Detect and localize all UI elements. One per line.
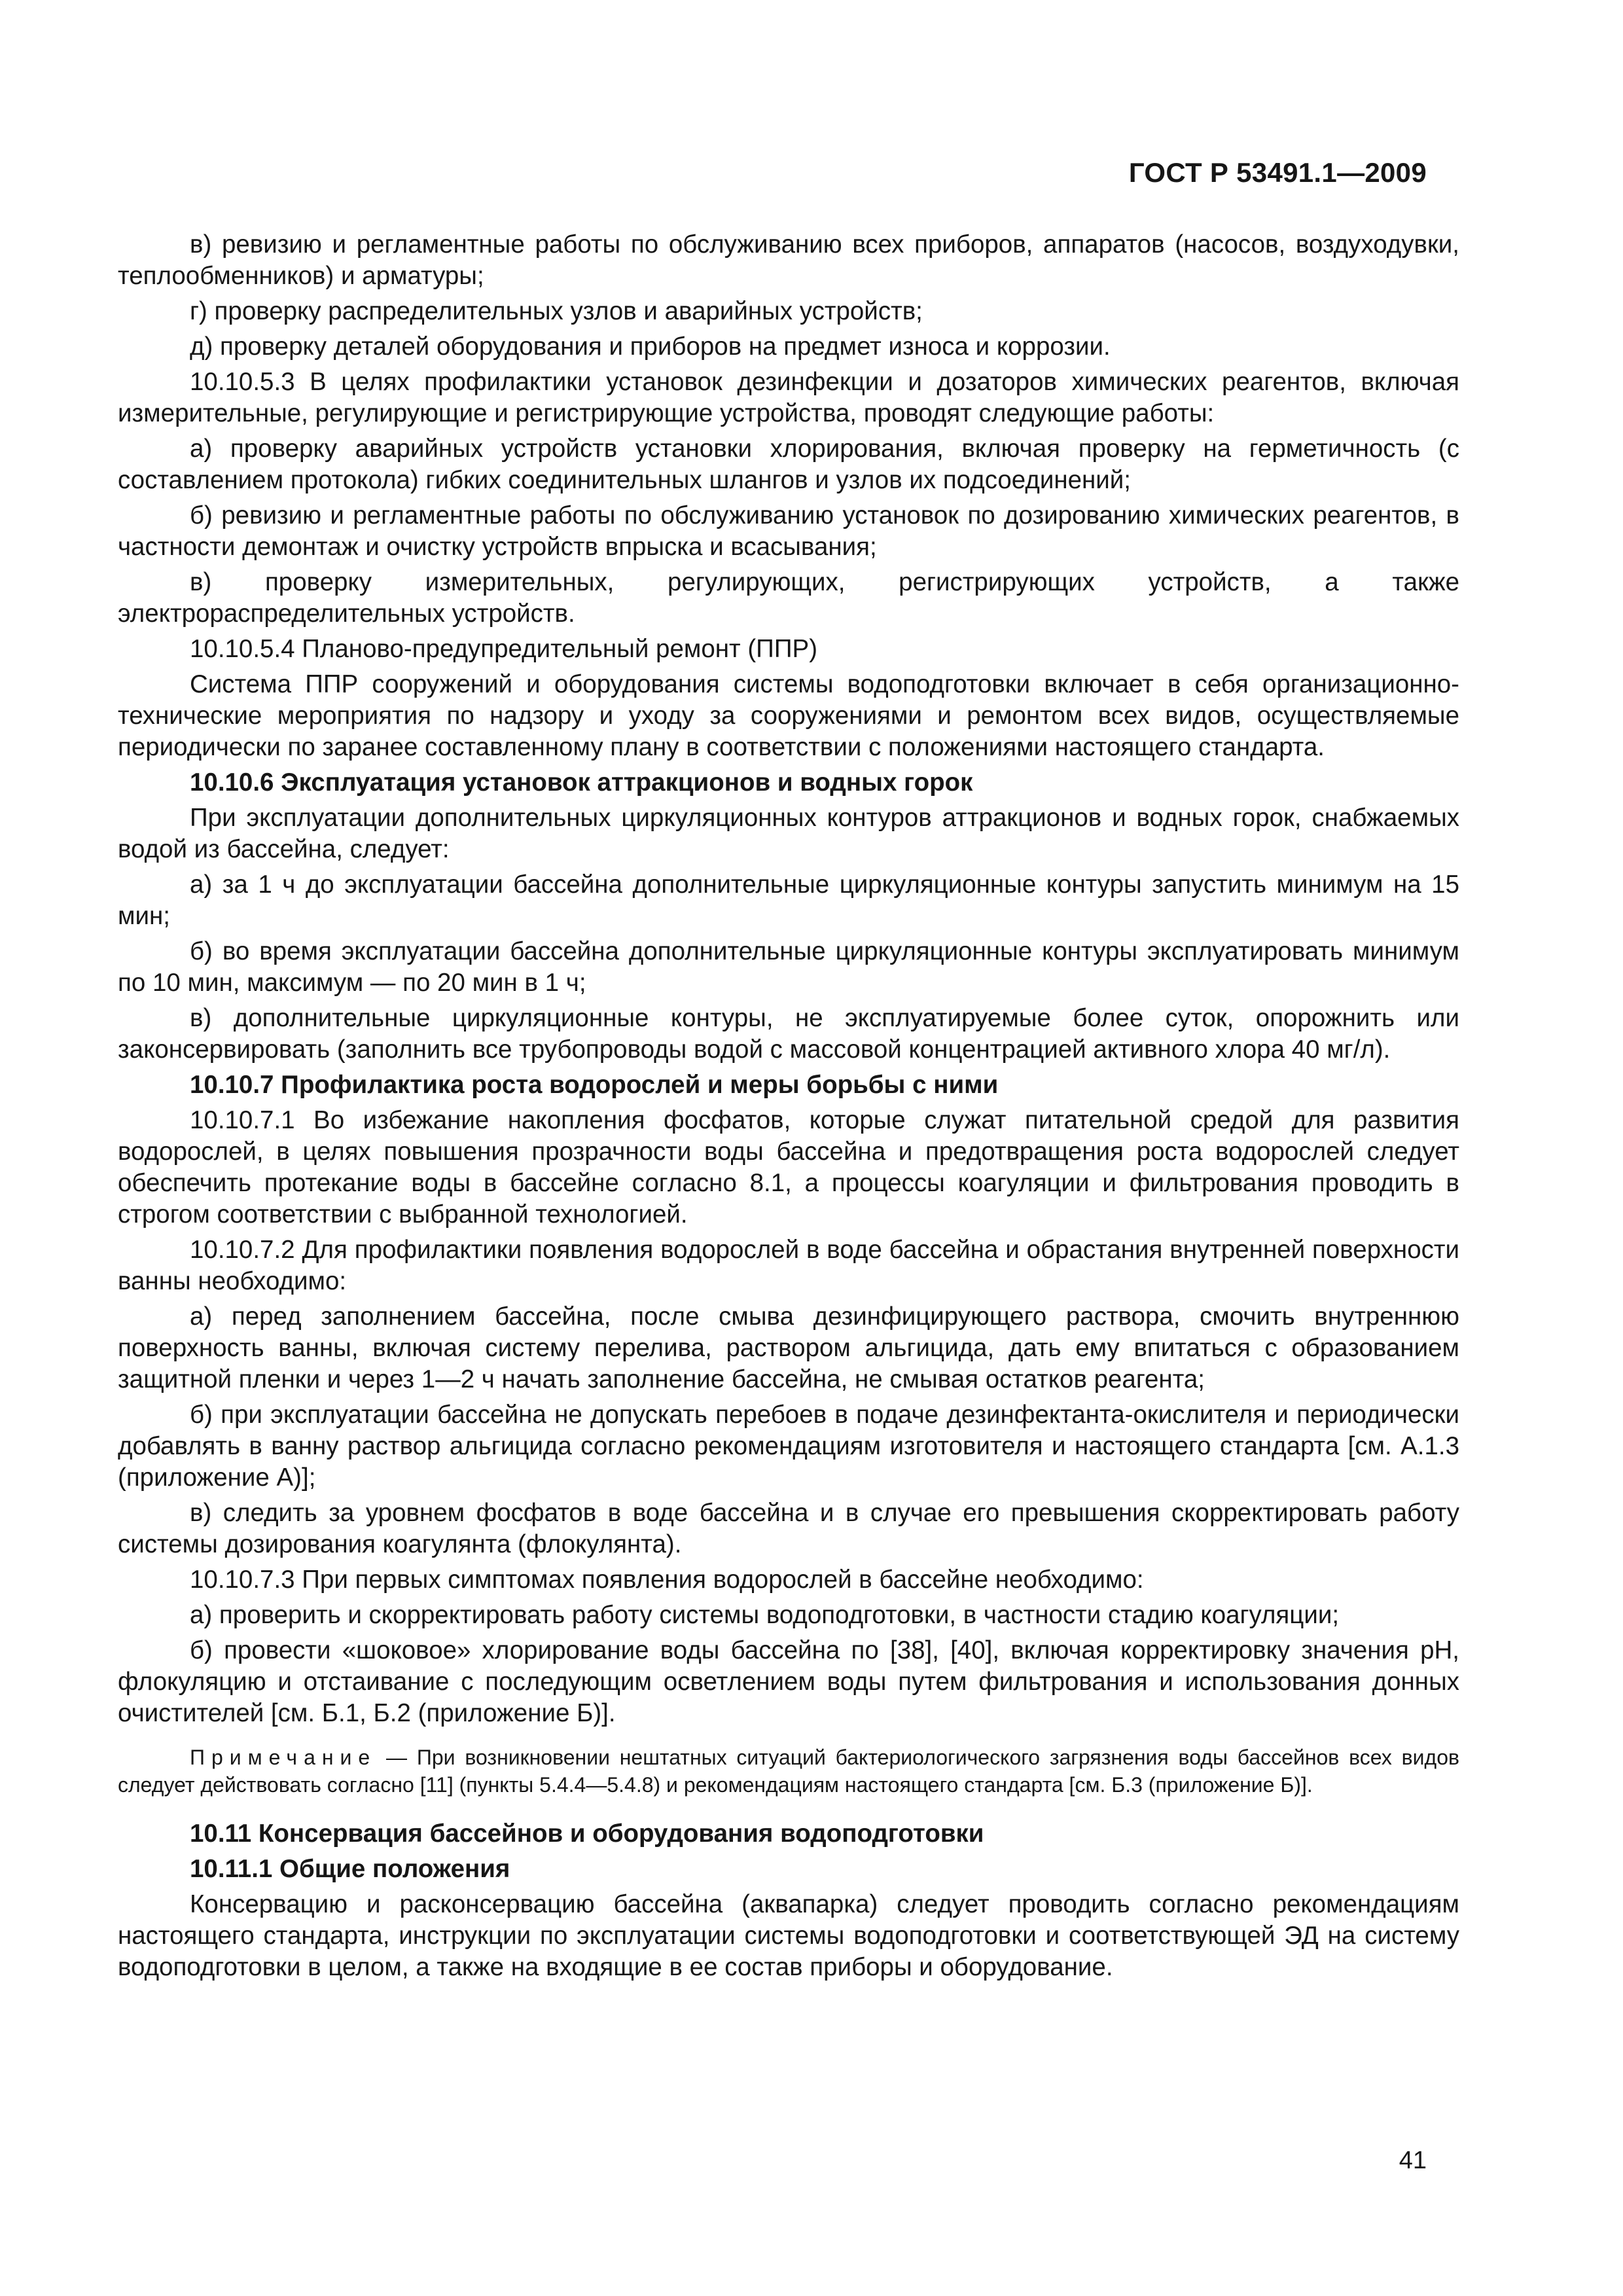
paragraph-item: б) провести «шоковое» хлорирование воды бассейна по [38], [40], включая корректировку значения рН, флокуляцию и отстаивание с последующим осветлением воды путем фильтрования и использования донных очистителей [см. Б.1, Б.2 (приложение Б)]. <box>118 1636 1459 1727</box>
paragraph-item: г) проверку распределительных узлов и аварийных устройств; <box>190 297 923 325</box>
paragraph-item: а) перед заполнением бассейна, после смыва дезинфицирующего раствора, смочить внутреннюю поверхность ванны, включая систему перелива, раствором альгицида, дать ему впитаться с образованием защитной пленки и через 1—2 ч начать заполнение бассейна, не смывая остатков реагента; <box>118 1302 1459 1393</box>
subsection-heading: 10.11.1 Общие положения <box>190 1855 510 1883</box>
paragraph-item: а) проверку аварийных устройств установки хлорирования, включая проверку на герметичность (с составлением протокола) гибких соединительных шлангов и узлов их подсоединений; <box>118 435 1459 494</box>
paragraph-item: в) следить за уровнем фосфатов в воде бассейна и в случае его превышения скорректировать работу системы дозирования коагулянта (флокулянта). <box>118 1499 1459 1558</box>
paragraph-item: в) ревизию и регламентные работы по обслуживанию всех приборов, аппаратов (насосов, воздуходувки, теплообменников) и арматуры; <box>118 230 1459 290</box>
paragraph-item: б) ревизию и регламентные работы по обслуживанию установок по дозированию химических реагентов, в частности демонтаж и очистку устройств впрыска и всасывания; <box>118 501 1459 561</box>
paragraph-item: 10.10.7.1 Во избежание накопления фосфатов, которые служат питательной средой для развития водорослей, в целях повышения прозрачности воды бассейна и предотвращения роста водорослей следует обеспечить протекание воды в бассейне согласно 8.1, а процессы коагуляции и фильтрования проводить в строгом соответствии с выбранной технологией. <box>118 1106 1459 1229</box>
paragraph-item: б) во время эксплуатации бассейна дополнительные циркуляционные контуры эксплуатировать минимум по 10 мин, максимум — по 20 мин в 1 ч; <box>118 937 1459 997</box>
paragraph-item: а) за 1 ч до эксплуатации бассейна дополнительные циркуляционные контуры запустить минимум на 15 мин; <box>118 870 1459 930</box>
subsection-heading: 10.10.7 Профилактика роста водорослей и меры борьбы с ними <box>190 1071 999 1099</box>
paragraph-item: б) при эксплуатации бассейна не допускать перебоев в подаче дезинфектанта-окислителя и периодически добавлять в ванну раствор альгицида согласно рекомендациям изготовителя и настоящего стандарта [см. А.1.3 (приложение А)]; <box>118 1401 1459 1492</box>
paragraph-item: в) проверку измерительных, регулирующих, регистрирующих устройств, а также электрораспределительных устройств. <box>118 568 1459 628</box>
page-number: 41 <box>1399 2147 1427 2174</box>
paragraph-item: 10.10.5.3 В целях профилактики установок дезинфекции и дозаторов химических реагентов, включая измерительные, регулирующие и регистрирующие устройства, проводят следующие работы: <box>118 368 1459 427</box>
paragraph-item: Система ППР сооружений и оборудования системы водоподготовки включает в себя организационно-технические мероприятия по надзору и уходу за сооружениями и ремонтом всех видов, осуществляемые периодически по заранее составленному плану в соответствии с положениями настоящего стандарта. <box>118 670 1459 761</box>
paragraph-item: 10.10.7.3 При первых симптомах появления водорослей в бассейне необходимо: <box>190 1566 1144 1594</box>
document-body <box>118 229 1459 1987</box>
paragraph-item: а) проверить и скорректировать работу системы водоподготовки, в частности стадию коагуляции; <box>190 1601 1340 1629</box>
subsection-heading: 10.10.6 Эксплуатация установок аттракционов и водных горок <box>190 768 973 797</box>
paragraph-item: в) дополнительные циркуляционные контуры, не эксплуатируемые более суток, опорожнить или законсервировать (заполнить все трубопроводы водой с массовой концентрацией активного хлора 40 мг/л). <box>118 1004 1459 1064</box>
section-paragraph: Консервацию и расконсервацию бассейна (аквапарка) следует проводить согласно рекомендациям настоящего стандарта, инструкции по эксплуатации системы водоподготовки и соответствующей ЭД на систему водоподготовки в целом, а также на входящие в ее состав приборы и оборудование. <box>118 1890 1459 1981</box>
note-label: Примечание <box>190 1746 377 1769</box>
paragraph-item: При эксплуатации дополнительных циркуляционных контуров аттракционов и водных горок, снабжаемых водой из бассейна, следует: <box>118 804 1459 863</box>
standard-header: ГОСТ Р 53491.1—2009 <box>1128 157 1427 188</box>
paragraph-item: 10.10.7.2 Для профилактики появления водорослей в воде бассейна и обрастания внутренней поверхности ванны необходимо: <box>118 1236 1459 1295</box>
note-paragraph <box>118 1744 1459 1799</box>
section-heading: 10.11 Консервация бассейнов и оборудования водоподготовки <box>190 1820 984 1848</box>
paragraph-item: 10.10.5.4 Планово-предупредительный ремонт (ППР) <box>190 635 818 663</box>
note-text: — При возникновении нештатных ситуаций бактериологического загрязнения воды бассейнов всех видов следует действовать согласно [11] (пункты 5.4.4—5.4.8) и рекомендациям настоящего стандарта [см. Б.3 (приложение Б)]. <box>118 1746 1459 1797</box>
paragraph-item: д) проверку деталей оборудования и приборов на предмет износа и коррозии. <box>190 332 1111 361</box>
